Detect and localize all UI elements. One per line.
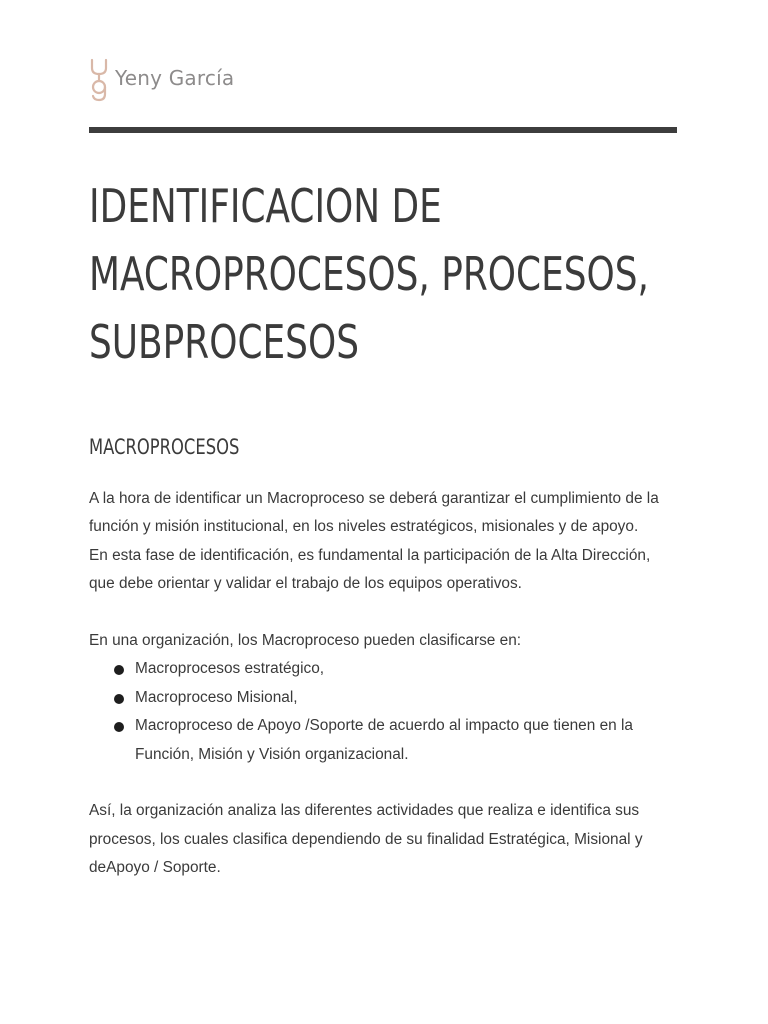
bullet-icon bbox=[114, 722, 124, 732]
section-body bbox=[89, 485, 677, 883]
spacer bbox=[89, 599, 677, 627]
yg-monogram-icon bbox=[89, 58, 109, 102]
paragraph: Así, la organización analiza las diferentes actividades que realiza e identifica sus procesos, los cuales clasifica dependiendo de su finalidad Estratégica, Misional y deApoyo / Soporte. bbox=[89, 802, 643, 877]
list-item-text: Macroproceso de Apoyo /Soporte de acuerdo al impacto que tienen en la Función, Misión y Visión organizacional. bbox=[135, 717, 633, 763]
section-heading: MACROPROCESOS bbox=[89, 435, 240, 459]
list-item bbox=[89, 655, 677, 683]
header-divider bbox=[89, 127, 677, 133]
brand-header bbox=[89, 58, 234, 102]
bullet-icon bbox=[114, 694, 124, 704]
bullet-list bbox=[89, 655, 677, 769]
page-title bbox=[89, 172, 649, 376]
list-intro: En una organización, los Macroproceso pueden clasificarse en: bbox=[89, 632, 522, 650]
list-item bbox=[89, 712, 677, 769]
list-item-text: Macroproceso Misional, bbox=[135, 688, 298, 706]
brand-name: Yeny García bbox=[115, 66, 235, 90]
paragraph: A la hora de identificar un Macroproceso se deberá garantizar el cumplimiento de la función y misión institucional, en los niveles estratégicos, misionales y de apoyo. bbox=[89, 490, 659, 536]
list-item-text: Macroprocesos estratégico, bbox=[135, 660, 325, 678]
title-line: IDENTIFICACION DE bbox=[89, 179, 442, 233]
title-line: MACROPROCESOS, PROCESOS, bbox=[89, 247, 649, 301]
bullet-icon bbox=[114, 665, 124, 675]
list-item bbox=[89, 684, 677, 712]
paragraph: En esta fase de identificación, es fundamental la participación de la Alta Dirección, que debe orientar y validar el trabajo de los equipos operativos. bbox=[89, 546, 651, 593]
title-line: SUBPROCESOS bbox=[89, 315, 359, 369]
spacer bbox=[89, 769, 677, 797]
